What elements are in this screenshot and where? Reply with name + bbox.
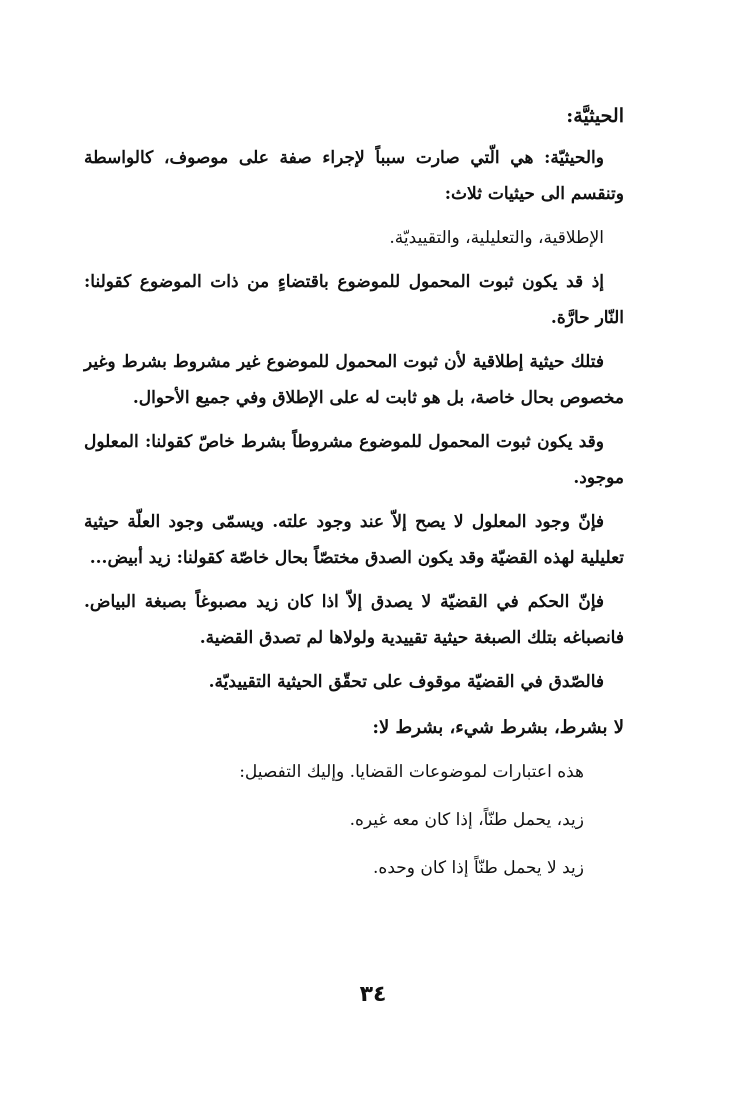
paragraph-definition: والحيثيّة: هي الّتي صارت سبباً لإجراء صفة على موصوف، كالواسطة وتنقسم الى حيثيات ثلاث: [84,148,624,204]
page-number: ٣٤ [359,982,387,1007]
paragraph-conditional: وقد يكون ثبوت المحمول للموضوع مشروطاً بشرط خاصّ كقولنا: المعلول موجود. [84,432,624,488]
line-example-alone: زيد لا يحمل طنّاً إذا كان وحده. [373,858,584,878]
page-body [84,96,624,898]
paragraph-restrictive: فإنّ الحكم في القضيّة لا يصدق إلاّ اذا كان زيد مصبوغاً بصبغة البياض. فانصباغه بتلك الصبغة حيثية تقييدية ولولاها لم تصدق القضية. [84,592,624,648]
paragraph-example-fire: إذ قد يكون ثبوت المحمول للموضوع باقتضاءٍ من ذات الموضوع كقولنا: النّار حارَّة. [84,272,624,328]
line-example-with-other: زيد، يحمل طنّاً، إذا كان معه غيره. [349,810,584,830]
section-heading-haythiyya: الحيثيَّة: [566,105,624,127]
line-intro: هذه اعتبارات لموضوعات القضايا. وإليك التفصيل: [239,762,584,782]
paragraph-types: الإطلاقية، والتعليلية، والتقييديّة. [389,228,604,248]
paragraph-absolute: فتلك حيثية إطلاقية لأن ثبوت المحمول للموضوع غير مشروط بشرط وغير مخصوص بحال خاصة، بل هو ثابت له على الإطلاق وفي جميع الأحوال. [84,352,624,408]
section-heading-conditions: لا بشرط، بشرط شيء، بشرط لا: [372,717,624,738]
paragraph-truth: فالصّدق في القضيّة موقوف على تحقّق الحيثية التقييديّة. [208,672,604,692]
paragraph-causal: فإنّ وجود المعلول لا يصح إلاّ عند وجود علته. ويسمّى وجود العلّة حيثية تعليلية لهذه القضيّة وقد يكون الصدق مختصّاً بحال خاصّة كقولنا: زيد أبيض... [84,512,624,568]
